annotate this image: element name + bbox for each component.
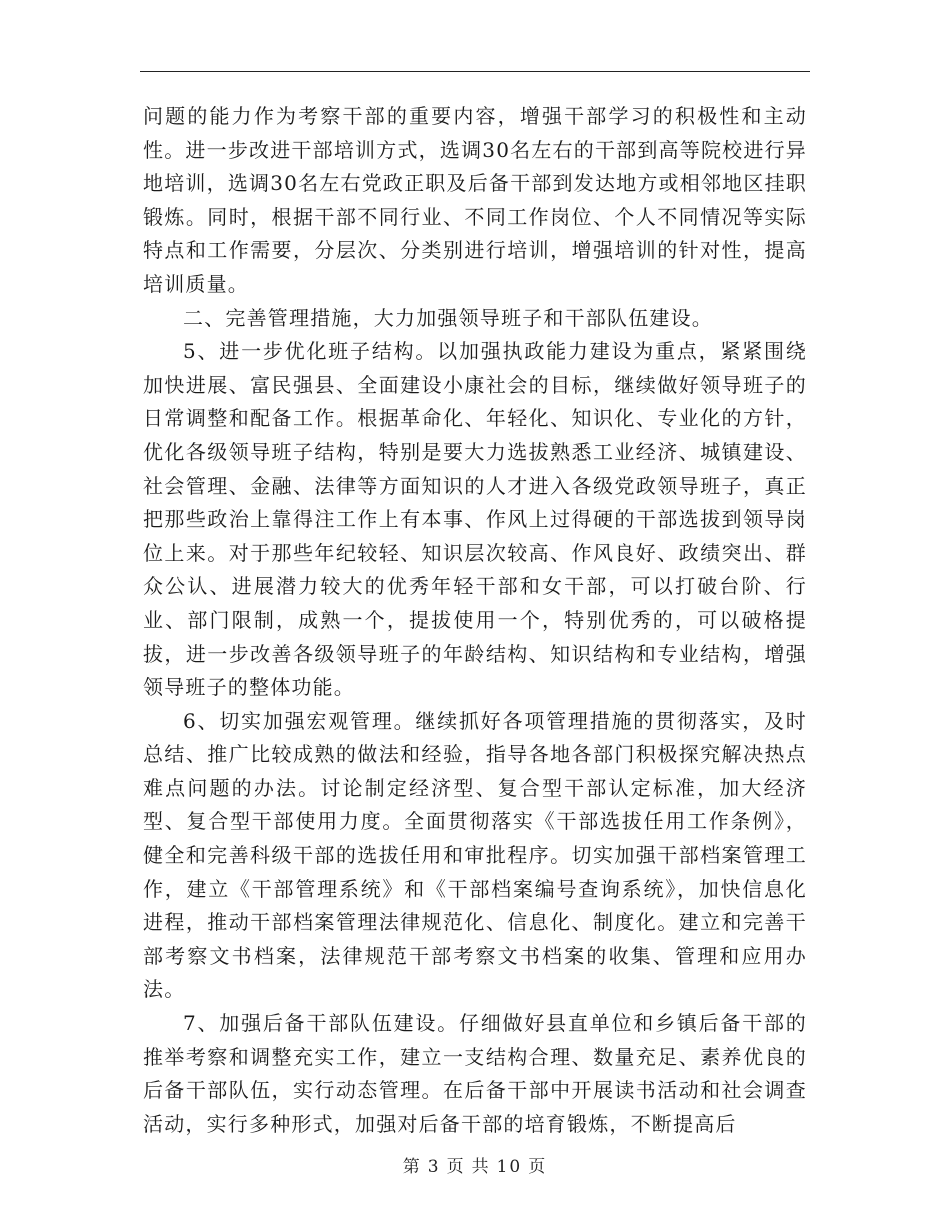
- paragraph-item-5: 5、进一步优化班子结构。以加强执政能力建设为重点，紧紧围绕加快进展、富民强县、全面建设小康社会的目标，继续做好领导班子的日常调整和配备工作。根据革命化、年轻化、知识化、专业化的方针，优化各级领导班子结构，特别是要大力选拔熟悉工业经济、城镇建设、社会管理、金融、法律等方面知识的人才进入各级党政领导班子，真正把那些政治上靠得注工作上有本事、作风上过得硬的干部选拔到领导岗位上来。对于那些年纪较轻、知识层次较高、作风良好、政绩突出、群众公认、进展潜力较大的优秀年轻干部和女干部，可以打破台阶、行业、部门限制，成熟一个，提拔使用一个，特别优秀的，可以破格提拔，进一步改善各级领导班子的年龄结构、知识结构和专业结构，增强领导班子的整体功能。: [143, 339, 807, 700]
- footer-suffix: 页: [528, 1157, 548, 1177]
- document-body: [143, 100, 807, 1141]
- paragraph-item-6: 6、切实加强宏观管理。继续抓好各项管理措施的贯彻落实，及时总结、推广比较成熟的做法和经验，指导各地各部门积极探究解决热点难点问题的办法。讨论制定经济型、复合型干部认定标准，加大经济型、复合型干部使用力度。全面贯彻落实《干部选拔任用工作条例》，健全和完善科级干部的选拔任用和审批程序。切实加强干部档案管理工作，建立《干部管理系统》和《干部档案编号查询系统》，加快信息化进程，推动干部档案管理法律规范化、信息化、制度化。建立和完善干部考察文书档案，法律规范干部考察文书档案的收集、管理和应用办法。: [143, 708, 807, 1002]
- footer-total-word: 共: [471, 1157, 491, 1177]
- header-rule: [140, 71, 810, 72]
- footer-total-pages: 10: [496, 1157, 523, 1177]
- page-footer: [0, 1152, 950, 1177]
- footer-prefix: 第: [402, 1157, 422, 1177]
- section-heading-2: 二、完善管理措施，大力加强领导班子和干部队伍建设。: [183, 305, 713, 330]
- paragraph-continuation: 问题的能力作为考察干部的重要内容，增强干部学习的积极性和主动性。进一步改进干部培训方式，选调30名左右的干部到高等院校进行异地培训，选调30名左右党政正职及后备干部到发达地方或相邻地区挂职锻炼。同时，根据干部不同行业、不同工作岗位、个人不同情况等实际特点和工作需要，分层次、分类别进行培训，增强培训的针对性，提高培训质量。: [143, 104, 807, 296]
- footer-current-page: 3: [427, 1157, 441, 1177]
- footer-page-word: 页: [446, 1157, 466, 1177]
- paragraph-item-7: 7、加强后备干部队伍建设。仔细做好县直单位和乡镇后备干部的推举考察和调整充实工作，建立一支结构合理、数量充足、素养优良的后备干部队伍，实行动态管理。在后备干部中开展读书活动和社会调查活动，实行多种形式，加强对后备干部的培育锻炼，不断提高后: [143, 1011, 807, 1136]
